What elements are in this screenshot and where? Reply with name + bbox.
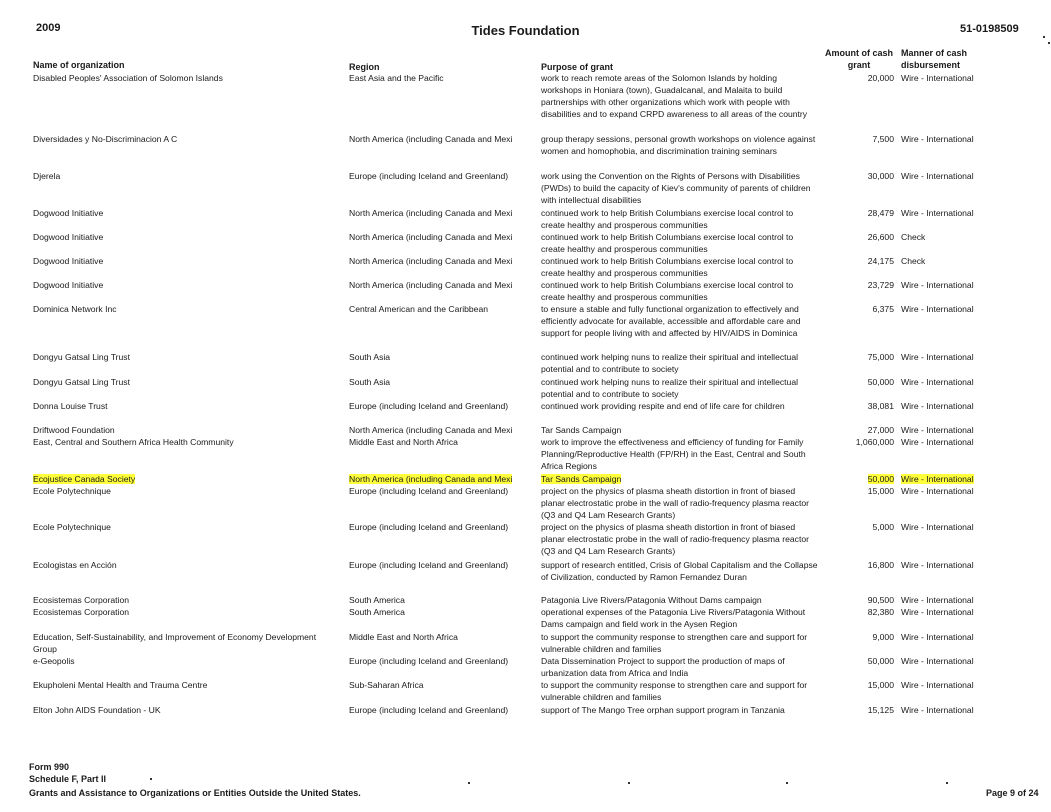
grant-purpose: continued work helping nuns to realize their spiritual and intellectual potential and to contribute to society: [541, 352, 799, 374]
grant-amount: 6,375: [872, 304, 894, 314]
disbursement-manner: Wire - International: [901, 560, 974, 570]
region: Middle East and North Africa: [349, 437, 458, 447]
column-header-amount: [822, 47, 896, 71]
scan-speck: [468, 782, 470, 784]
disbursement-manner: Wire - International: [901, 632, 974, 642]
ein-number: 51-0198509: [960, 23, 1019, 35]
disbursement-manner: Wire - International: [901, 304, 974, 314]
grant-amount: 20,000: [867, 73, 894, 83]
scan-speck: [946, 782, 948, 784]
grant-amount: 15,125: [867, 705, 894, 715]
org-name: Elton John AIDS Foundation - UK: [33, 705, 161, 715]
region: South Asia: [349, 377, 391, 387]
schedule-label: Schedule F, Part II: [29, 774, 107, 784]
org-name: East, Central and Southern Africa Health Community: [33, 437, 234, 447]
org-name: Ecologistas en Acción: [33, 560, 117, 570]
disbursement-manner: Check: [901, 256, 926, 266]
grant-amount: 38,081: [867, 401, 894, 411]
grant-purpose: continued work to help British Columbians exercise local control to create healthy and prosperous communities: [541, 208, 794, 230]
grant-purpose: work to reach remote areas of the Solomon Islands by holding workshops in Honiara (town), Guadalcanal, and Malaita to build partnerships with other organizations which work with people with disabilities and to expand CRPD awareness to all areas of the country: [541, 73, 808, 119]
grant-amount: 50,000: [867, 656, 894, 666]
highlighted-text: 50,000: [867, 474, 894, 484]
org-name: Driftwood Foundation: [33, 425, 115, 435]
disbursement-manner: Wire - International: [901, 73, 974, 83]
disbursement-manner: Wire - International: [901, 680, 974, 690]
org-name: Disabled Peoples' Association of Solomon Islands: [33, 73, 223, 83]
form-number: Form 990: [29, 762, 70, 772]
grant-purpose: continued work to help British Columbians exercise local control to create healthy and prosperous communities: [541, 256, 794, 278]
org-name: Djerela: [33, 171, 61, 181]
grant-amount: 16,800: [867, 560, 894, 570]
grant-purpose: to ensure a stable and fully functional organization to effectively and efficiently advocate for available, accessible and affordable care and support for people living with and affected by HIV/AIDS in Dominica: [541, 304, 801, 338]
grant-amount: 1,060,000: [855, 437, 894, 447]
region: Central American and the Caribbean: [349, 304, 489, 314]
org-name: Ecosistemas Corporation: [33, 595, 130, 605]
region: East Asia and the Pacific: [349, 73, 444, 83]
highlighted-text: North America (including Canada and Mexi: [349, 474, 513, 484]
grant-purpose: continued work providing respite and end of life care for children: [541, 401, 785, 411]
grant-amount: 9,000: [872, 632, 894, 642]
column-header-manner-line1: Manner of cash: [901, 48, 968, 58]
grant-purpose: group therapy sessions, personal growth workshops on violence against women and homophobia, and discrimination training seminars: [541, 134, 816, 156]
grant-purpose: to support the community response to strengthen care and support for vulnerable children and families: [541, 680, 808, 702]
grant-purpose: work using the Convention on the Rights of Persons with Disabilities (PWDs) to build the capacity of Kiev's community of parents of children with intellectual disabilities: [541, 171, 811, 205]
grant-amount: 24,175: [867, 256, 894, 266]
disbursement-manner: Wire - International: [901, 486, 974, 496]
region: North America (including Canada and Mexi: [349, 232, 513, 242]
disbursement-manner: Wire - International: [901, 705, 974, 715]
column-header-region: Region: [349, 62, 380, 72]
region: Sub-Saharan Africa: [349, 680, 424, 690]
org-name: Dogwood Initiative: [33, 280, 104, 290]
column-header-name: Name of organization: [33, 60, 125, 70]
disbursement-manner: Wire - International: [901, 171, 974, 181]
grant-purpose: operational expenses of the Patagonia Live Rivers/Patagonia Without Dams campaign and field work in the Aysen Region: [541, 607, 806, 629]
region: Europe (including Iceland and Greenland): [349, 522, 509, 532]
region: North America (including Canada and Mexi: [349, 134, 513, 144]
grant-purpose: Patagonia Live Rivers/Patagonia Without Dams campaign: [541, 595, 762, 605]
scan-speck: [628, 782, 630, 784]
grant-purpose: work to improve the effectiveness and efficiency of funding for Family Planning/Reproductive Health (FP/RH) in the East, Central and South Africa Regions: [541, 437, 806, 471]
region: North America (including Canada and Mexi: [349, 425, 513, 435]
region: Europe (including Iceland and Greenland): [349, 486, 509, 496]
org-name: Dogwood Initiative: [33, 256, 104, 266]
grant-amount: 30,000: [867, 171, 894, 181]
grant-purpose: project on the physics of plasma sheath distortion in front of biased planar electrostatic probe in the wall of radio-frequency plasma reactor (Q3 and Q4 Lam Research Grants): [541, 522, 809, 556]
region: Europe (including Iceland and Greenland): [349, 171, 509, 181]
org-name: Dongyu Gatsal Ling Trust: [33, 377, 130, 387]
grant-amount: 5,000: [872, 522, 894, 532]
region: North America (including Canada and Mexi: [349, 208, 513, 218]
disbursement-manner: Wire - International: [901, 208, 974, 218]
grant-amount: 75,000: [867, 352, 894, 362]
disbursement-manner: Wire - International: [901, 280, 974, 290]
grant-purpose: project on the physics of plasma sheath distortion in front of biased planar electrostatic probe in the wall of radio-frequency plasma reactor (Q3 and Q4 Lam Research Grants): [541, 486, 809, 520]
scan-speck: [786, 782, 788, 784]
region: Europe (including Iceland and Greenland): [349, 401, 509, 411]
page-number: Page 9 of 24: [986, 788, 1039, 798]
org-name: Ecole Polytechnique: [33, 486, 111, 496]
region: South America: [349, 607, 405, 617]
grant-amount: 26,600: [867, 232, 894, 242]
grant-amount: 82,380: [867, 607, 894, 617]
grant-purpose: continued work to help British Columbians exercise local control to create healthy and prosperous communities: [541, 280, 794, 302]
org-name: Donna Louise Trust: [33, 401, 108, 411]
grant-amount: 50,000: [867, 377, 894, 387]
disbursement-manner: Wire - International: [901, 401, 974, 411]
region: Europe (including Iceland and Greenland): [349, 656, 509, 666]
region: North America (including Canada and Mexi: [349, 280, 513, 290]
grant-purpose: support of The Mango Tree orphan support program in Tanzania: [541, 705, 785, 715]
grant-amount: 23,729: [867, 280, 894, 290]
disbursement-manner: Wire - International: [901, 437, 974, 447]
disbursement-manner: Wire - International: [901, 522, 974, 532]
region: Europe (including Iceland and Greenland): [349, 560, 509, 570]
grant-amount: 15,000: [867, 486, 894, 496]
disbursement-manner: Wire - International: [901, 377, 974, 387]
grant-amount: 27,000: [867, 425, 894, 435]
disbursement-manner: Wire - International: [901, 352, 974, 362]
region: Middle East and North Africa: [349, 632, 458, 642]
org-name: e-Geopolis: [33, 656, 75, 666]
highlighted-text: Tar Sands Campaign: [541, 474, 622, 484]
column-header-amount-line2: grant: [847, 60, 871, 70]
org-name: Ekupholeni Mental Health and Trauma Centre: [33, 680, 208, 690]
page-title: Tides Foundation: [471, 23, 580, 38]
org-name: Education, Self-Sustainability, and Improvement of Economy Development Group: [33, 632, 317, 654]
highlighted-text: Wire - International: [901, 474, 974, 484]
column-header-manner-line2: disbursement: [901, 60, 961, 70]
grant-purpose: to support the community response to strengthen care and support for vulnerable children and families: [541, 632, 808, 654]
highlighted-text: Ecojustice Canada Society: [33, 474, 136, 484]
tax-year: 2009: [36, 22, 61, 34]
grant-purpose: [541, 473, 819, 485]
column-header-amount-line1: Amount of cash: [824, 48, 893, 58]
scan-speck: [150, 778, 152, 780]
schedule-description: Grants and Assistance to Organizations or Entities Outside the United States.: [29, 788, 361, 798]
org-name: Ecosistemas Corporation: [33, 607, 130, 617]
region: [349, 473, 524, 485]
disbursement-manner: Wire - International: [901, 656, 974, 666]
org-name: Dogwood Initiative: [33, 232, 104, 242]
region: Europe (including Iceland and Greenland): [349, 705, 509, 715]
grant-purpose: support of research entitled, Crisis of Global Capitalism and the Collapse of Civilization, conducted by Ramon Fernandez Duran: [541, 560, 818, 582]
region: South Asia: [349, 352, 391, 362]
grant-purpose: Data Dissemination Project to support the production of maps of urbanization data from Africa and India: [541, 656, 785, 678]
grant-purpose: continued work helping nuns to realize their spiritual and intellectual potential and to contribute to society: [541, 377, 799, 399]
disbursement-manner: Wire - International: [901, 607, 974, 617]
scan-speck: [1048, 42, 1050, 44]
grant-purpose: continued work to help British Columbians exercise local control to create healthy and prosperous communities: [541, 232, 794, 254]
disbursement-manner: Wire - International: [901, 595, 974, 605]
org-name: Dominica Network Inc: [33, 304, 117, 314]
grant-purpose: Tar Sands Campaign: [541, 425, 622, 435]
org-name: [33, 473, 333, 485]
disbursement-manner: [901, 473, 974, 485]
disbursement-manner: Wire - International: [901, 134, 974, 144]
org-name: Diversidades y No-Discriminacion A C: [33, 134, 178, 144]
column-header-manner: [901, 47, 967, 71]
region: North America (including Canada and Mexi: [349, 256, 513, 266]
disbursement-manner: Check: [901, 232, 926, 242]
grant-amount: 90,500: [867, 595, 894, 605]
disbursement-manner: Wire - International: [901, 425, 974, 435]
grant-amount: 28,479: [867, 208, 894, 218]
org-name: Dogwood Initiative: [33, 208, 104, 218]
column-header-purpose: Purpose of grant: [541, 62, 614, 72]
grant-amount: 15,000: [867, 680, 894, 690]
scan-speck: [1043, 36, 1045, 38]
grant-amount: 7,500: [872, 134, 894, 144]
region: South America: [349, 595, 405, 605]
org-name: Dongyu Gatsal Ling Trust: [33, 352, 130, 362]
grant-amount: [820, 473, 894, 485]
org-name: Ecole Polytechnique: [33, 522, 111, 532]
